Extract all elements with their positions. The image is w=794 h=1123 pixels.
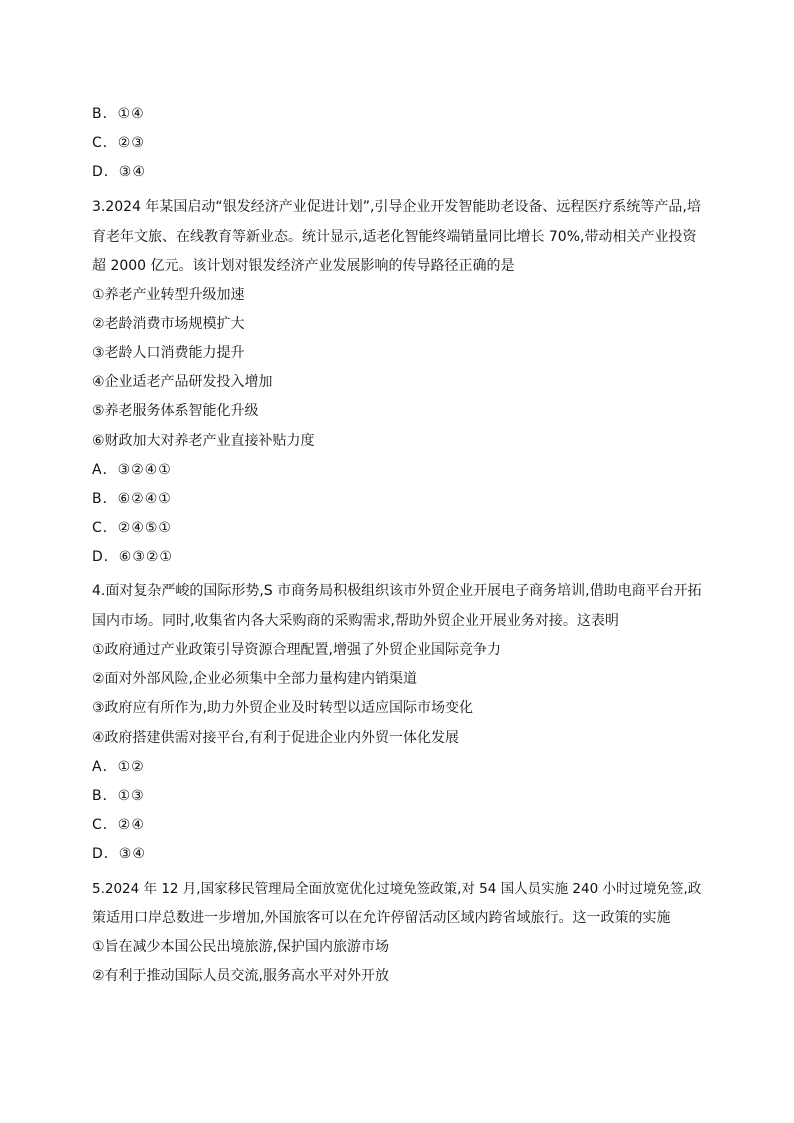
q2-option-c: C．②③ xyxy=(92,135,145,151)
q5-stem-line-1: 5.2024 年 12 月,国家移民管理局全面放宽优化过境免签政策,对 54 国人员实施 240 小时过境免签,政 xyxy=(92,881,702,897)
q3-stem-line-2: 育老年文旅、在线教育等新业态。统计显示,适老化智能终端销量同比增长 70%,带动相关产业投资 xyxy=(92,229,697,245)
q3-option-c: C．②④⑤① xyxy=(92,520,172,536)
q3-item-1: ①养老产业转型升级加速 xyxy=(92,287,245,303)
q4-option-b: B．①③ xyxy=(92,788,145,804)
q4-item-2: ②面对外部风险,企业必须集中全部力量构建内销渠道 xyxy=(92,671,417,687)
q3-item-6: ⑥财政加大对养老产业直接补贴力度 xyxy=(92,433,315,449)
q3-option-a: A．③②④① xyxy=(92,462,172,478)
q3-stem-line-1: 3.2024 年某国启动“银发经济产业促进计划”,引导企业开发智能助老设备、远程医疗系统等产品,培 xyxy=(92,199,701,215)
q4-item-4: ④政府搭建供需对接平台,有利于促进企业内外贸一体化发展 xyxy=(92,730,459,746)
q3-item-4: ④企业适老产品研发投入增加 xyxy=(92,374,273,390)
q3-item-2: ②老龄消费市场规模扩大 xyxy=(92,316,245,332)
q3-option-b: B．⑥②④① xyxy=(92,491,172,507)
q2-option-d: D．③④ xyxy=(92,164,146,180)
q5-item-2: ②有利于推动国际人员交流,服务高水平对外开放 xyxy=(92,968,389,984)
q4-option-a: A．①② xyxy=(92,759,145,775)
q4-stem-line-2: 国内市场。同时,收集省内各大采购商的采购需求,帮助外贸企业开展业务对接。这表明 xyxy=(92,613,619,629)
q2-option-b: B．①④ xyxy=(92,106,145,122)
q4-item-3: ③政府应有所作为,助力外贸企业及时转型以适应国际市场变化 xyxy=(92,700,473,716)
q3-item-5: ⑤养老服务体系智能化升级 xyxy=(92,403,259,419)
q5-item-1: ①旨在减少本国公民出境旅游,保护国内旅游市场 xyxy=(92,939,389,955)
q3-item-3: ③老龄人口消费能力提升 xyxy=(92,345,245,361)
q4-item-1: ①政府通过产业政策引导资源合理配置,增强了外贸企业国际竞争力 xyxy=(92,642,501,658)
q4-option-d: D．③④ xyxy=(92,846,146,862)
q5-stem-line-2: 策适用口岸总数进一步增加,外国旅客可以在允许停留活动区域内跨省域旅行。这一政策的实施 xyxy=(92,910,671,926)
q3-stem-line-3: 超 2000 亿元。该计划对银发经济产业发展影响的传导路径正确的是 xyxy=(92,258,515,274)
q4-option-c: C．②④ xyxy=(92,817,145,833)
q3-option-d: D．⑥③②① xyxy=(92,549,173,565)
q4-stem-line-1: 4.面对复杂严峻的国际形势,S 市商务局积极组织该市外贸企业开展电子商务培训,借助电商平台开拓 xyxy=(92,583,702,599)
